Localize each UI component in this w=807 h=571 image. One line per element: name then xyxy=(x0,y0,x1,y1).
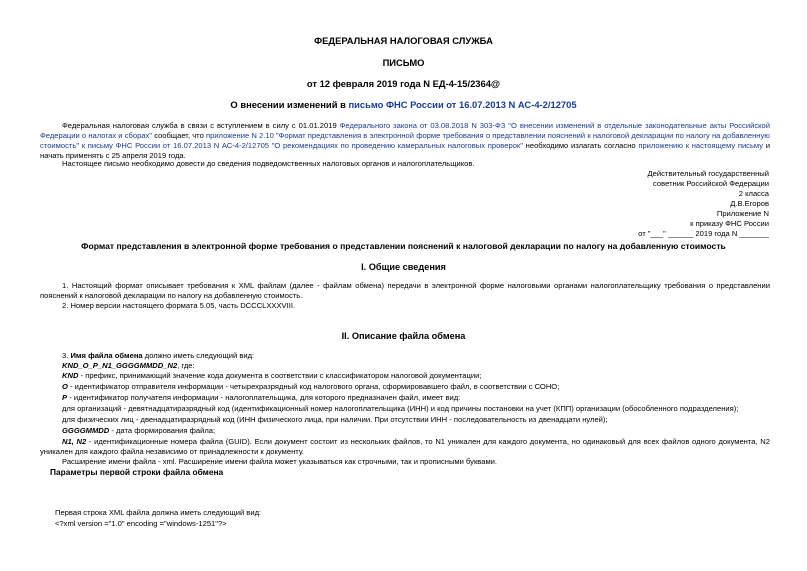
signature-line: Действительный государственный xyxy=(647,169,769,178)
pattern-value: KND_O_P_N1_GGGGMMDD_N2 xyxy=(62,361,178,370)
p-text: - идентификатор получателя информации - налогоплательщика, для которого предназначен файл, имеет вид: xyxy=(67,393,461,402)
file-name-pattern xyxy=(40,361,770,371)
knd-key: KND xyxy=(62,371,79,380)
knd-definition xyxy=(40,371,770,381)
extension-note: Расширение имени файла - xml. Расширение имени файла может указываться как строчными, так и прописными буквами. xyxy=(62,457,498,466)
intro-text-a: Федеральная налоговая служба в связи с вступлением в силу с 01.01.2019 xyxy=(62,121,340,130)
signature-line: 2 класса xyxy=(738,189,769,198)
appendix-label: Приложение N xyxy=(716,209,769,218)
appendix-link[interactable]: приложению к настоящему письму xyxy=(638,141,764,150)
format-title: Формат представления в электронной форме требования о представлении пояснений к налоговой декларации по налогу на добавленную стоимость xyxy=(81,241,726,251)
signature-line: советник Российской Федерации xyxy=(653,179,769,188)
params-title: Параметры первой строки файла обмена xyxy=(50,467,224,477)
signer-name: Д.В.Егоров xyxy=(730,199,769,208)
section-2-title: II. Описание файла обмена xyxy=(341,331,466,341)
agency-name: ФЕДЕРАЛЬНАЯ НАЛОГОВАЯ СЛУЖБА xyxy=(314,35,493,46)
section-1-paragraph-2: 2. Номер версии настоящего формата 5.05, часть DCCCLXXXVIII. xyxy=(62,301,296,310)
signature-block xyxy=(638,169,769,239)
p-key: P xyxy=(62,393,68,402)
appendix-2-10-link[interactable]: приложение N 2.10 "Формат представления в электронной форме требования о представлении пояснений к налоговой декларации по налогу на добавленную стоимость" к письму ФНС России от 16.07.2013 N АС-4-2/12705 "О рекомендациях по проведению камеральных налоговых проверок" xyxy=(40,131,770,150)
doc-type: ПИСЬМО xyxy=(382,57,425,68)
file-name-paragraph xyxy=(40,351,770,361)
pattern-suffix: , где: xyxy=(177,361,195,370)
date-text: - дата формирования файла; xyxy=(109,426,216,435)
date-key: GGGGMMDD xyxy=(62,426,110,435)
file-name-text: должно иметь следующий вид: xyxy=(142,351,255,360)
law-303-link[interactable]: Федерального закона от 03.08.2018 N 303-ФЗ "О внесении изменений в отдельные законодательные акты Российской Федерации о налогах и сборах" xyxy=(40,121,770,140)
intro-paragraph xyxy=(40,121,770,161)
subject-prefix: О внесении изменений в xyxy=(230,99,349,110)
section-1-title: I. Общие сведения xyxy=(361,262,446,272)
guid-key: N1, N2 xyxy=(62,437,87,446)
xml-declaration: <?xml version ="1.0" encoding ="windows-1251"?> xyxy=(55,519,227,528)
item-number: 3. xyxy=(62,351,71,360)
appendix-order: к приказу ФНС России xyxy=(690,219,769,228)
p-definition xyxy=(40,393,770,403)
guid-definition xyxy=(40,437,770,457)
knd-text: - префикс, принимающий значение кода документа в соответствии с классификатором налоговой документации; xyxy=(78,371,482,380)
date-definition xyxy=(40,426,770,436)
o-text: - идентификатор отправителя информации - четырехразрядный код налогового органа, сформировавшего файл, в соответствии с СОНО; xyxy=(67,382,560,391)
o-key: O xyxy=(62,382,68,391)
doc-subject xyxy=(40,100,767,110)
file-name-term: Имя файла обмена xyxy=(70,351,143,360)
appendix-date: от "___" ______ 2019 года N _______ xyxy=(638,229,769,238)
org-definition: для организаций - девятнадцатиразрядный код (идентификационный номер налогоплательщика (ИНН) и код причины постановки на учет (КПП) организации (обособленного подразделения); xyxy=(62,404,739,413)
intro-text-c: необходимо излагать согласно xyxy=(522,141,639,150)
subject-link[interactable]: письмо ФНС России от 16.07.2013 N АС-4-2/12705 xyxy=(348,99,577,110)
section-1-paragraph-1: 1. Настоящий формат описывает требования к XML файлам (далее - файлам обмена) передачи в электронной форме налоговыми органами налогоплательщику требования о представлении пояснений к налоговой декларации по налогу на добавленную стоимость. xyxy=(40,281,770,300)
first-line-text: Первая строка XML файла должна иметь следующий вид: xyxy=(55,508,262,517)
o-definition xyxy=(40,382,770,392)
fl-definition: для физических лиц - двенадцатиразрядный код (ИНН физического лица, при наличии. При отсутствии ИНН - последовательность из двенадцати нулей); xyxy=(62,415,608,424)
doc-date-number: от 12 февраля 2019 года N ЕД-4-15/2364@ xyxy=(306,78,501,89)
intro-paragraph-2: Настоящее письмо необходимо довести до сведения подведомственных налоговых органов и налогоплательщиков. xyxy=(62,159,475,168)
intro-text-b: сообщает, что xyxy=(152,131,206,140)
guid-text: - идентификационные номера файла (GUID). Если документ состоит из нескольких файлов, то N1 уникален для каждого документа, но одинаковый для всех файлов одного документа, N2 уникален для каждого файла независимо от принадлежности к документу. xyxy=(40,437,770,456)
intro-text-d: и начать применять с 25 апреля 2019 года. xyxy=(40,141,770,160)
